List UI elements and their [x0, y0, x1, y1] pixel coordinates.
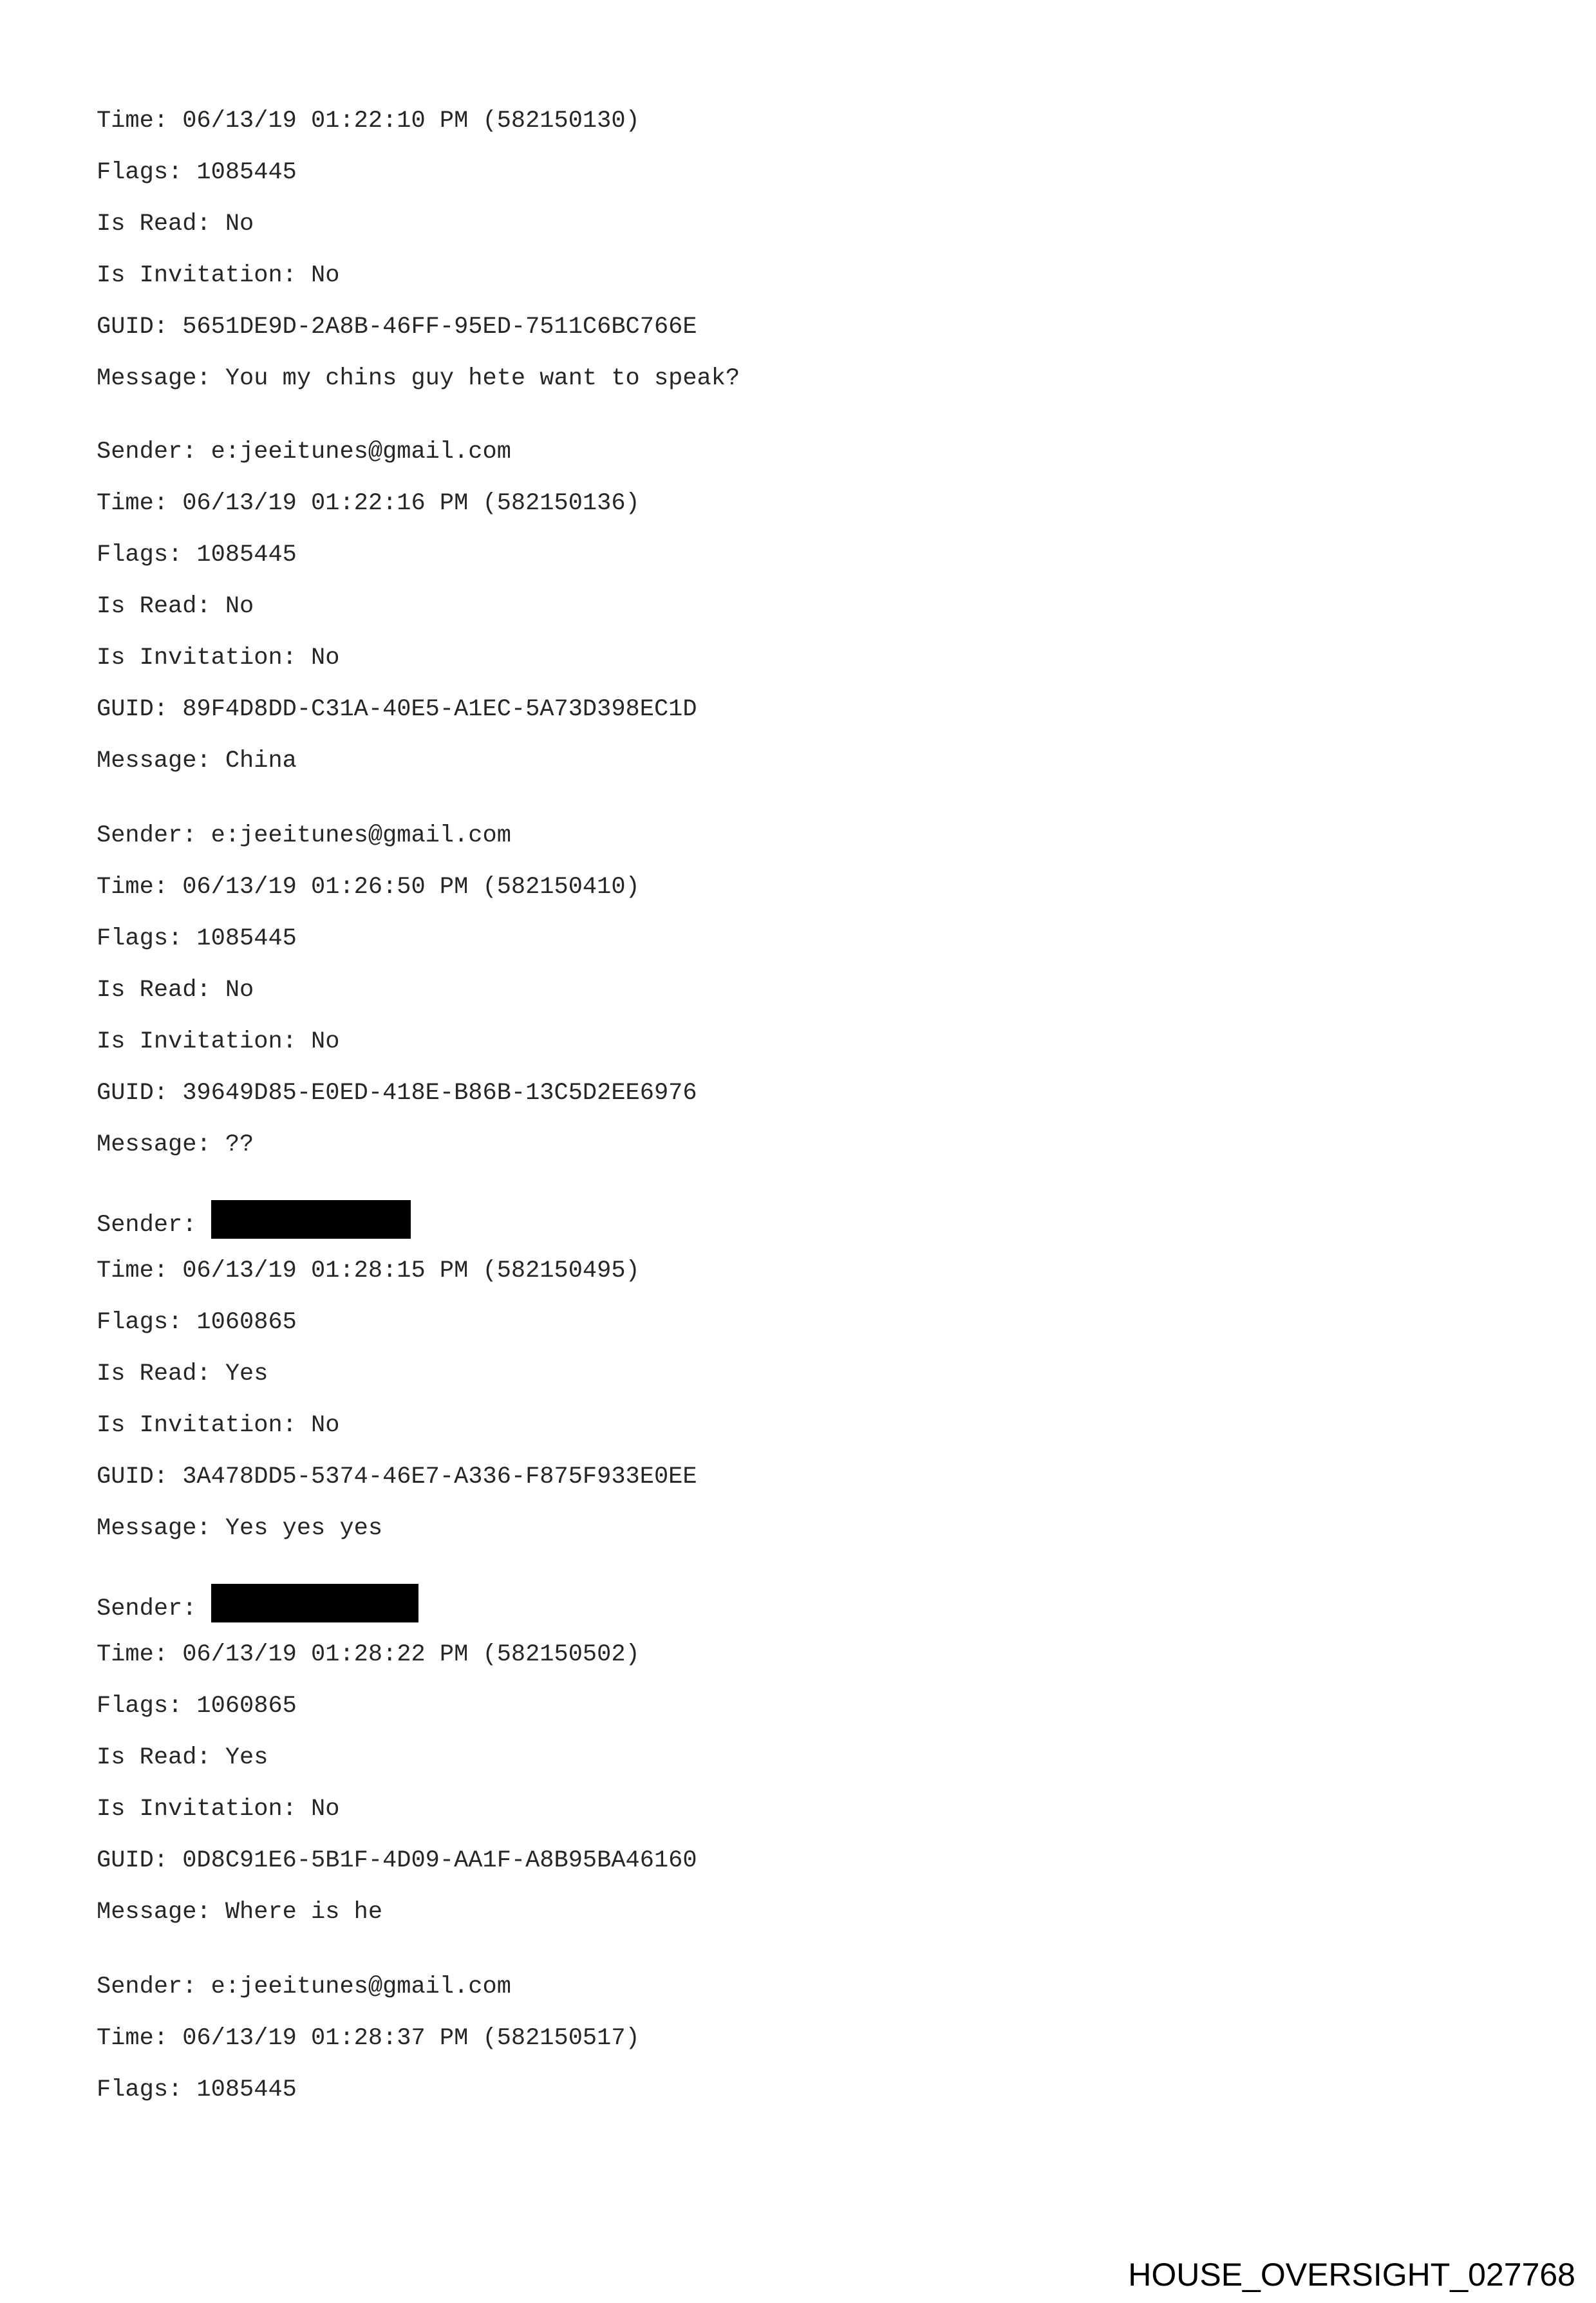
record-time: Time: 06/13/19 01:28:15 PM (582150495)	[97, 1257, 640, 1284]
record-is-invitation: Is Invitation: No	[97, 1028, 340, 1055]
record-time: Time: 06/13/19 01:22:16 PM (582150136)	[97, 490, 640, 517]
record-is-invitation: Is Invitation: No	[97, 1412, 340, 1439]
record-is-read: Is Read: No	[97, 593, 254, 620]
record-is-invitation: Is Invitation: No	[97, 262, 340, 289]
record-flags: Flags: 1085445	[97, 541, 297, 569]
record-flags: Flags: 1060865	[97, 1693, 297, 1720]
record-sender-row	[97, 1589, 418, 1622]
record-flags: Flags: 1085445	[97, 2076, 297, 2103]
redaction-box	[211, 1584, 418, 1622]
record-guid: GUID: 3A478DD5-5374-46E7-A336-F875F933E0EE	[97, 1463, 697, 1490]
record-is-invitation: Is Invitation: No	[97, 1796, 340, 1823]
record-is-read: Is Read: No	[97, 211, 254, 238]
record-time: Time: 06/13/19 01:26:50 PM (582150410)	[97, 874, 640, 901]
record-sender: Sender: e:jeeitunes@gmail.com	[97, 438, 511, 465]
record-time: Time: 06/13/19 01:22:10 PM (582150130)	[97, 108, 640, 135]
record-sender: Sender: e:jeeitunes@gmail.com	[97, 1973, 511, 2000]
record-sender: Sender:	[97, 1595, 211, 1622]
record-flags: Flags: 1060865	[97, 1309, 297, 1336]
record-message: Message: ??	[97, 1131, 254, 1158]
record-guid: GUID: 89F4D8DD-C31A-40E5-A1EC-5A73D398EC1D	[97, 696, 697, 723]
record-message: Message: You my chins guy hete want to speak?	[97, 365, 740, 392]
record-message: Message: Yes yes yes	[97, 1515, 383, 1542]
record-time: Time: 06/13/19 01:28:22 PM (582150502)	[97, 1641, 640, 1668]
record-flags: Flags: 1085445	[97, 925, 297, 952]
record-time: Time: 06/13/19 01:28:37 PM (582150517)	[97, 2025, 640, 2052]
bates-number: HOUSE_OVERSIGHT_027768	[1128, 2257, 1575, 2293]
record-message: Message: China	[97, 747, 297, 775]
record-guid: GUID: 0D8C91E6-5B1F-4D09-AA1F-A8B95BA46160	[97, 1847, 697, 1874]
record-guid: GUID: 5651DE9D-2A8B-46FF-95ED-7511C6BC766E	[97, 314, 697, 341]
record-message: Message: Where is he	[97, 1899, 383, 1926]
record-is-read: Is Read: Yes	[97, 1744, 268, 1771]
record-guid: GUID: 39649D85-E0ED-418E-B86B-13C5D2EE6976	[97, 1080, 697, 1107]
record-sender: Sender: e:jeeitunes@gmail.com	[97, 822, 511, 849]
record-sender-row	[97, 1205, 411, 1239]
record-flags: Flags: 1085445	[97, 159, 297, 186]
redaction-box	[211, 1200, 411, 1239]
record-is-read: Is Read: No	[97, 977, 254, 1004]
record-sender: Sender:	[97, 1211, 211, 1239]
record-is-invitation: Is Invitation: No	[97, 644, 340, 672]
record-is-read: Is Read: Yes	[97, 1360, 268, 1387]
